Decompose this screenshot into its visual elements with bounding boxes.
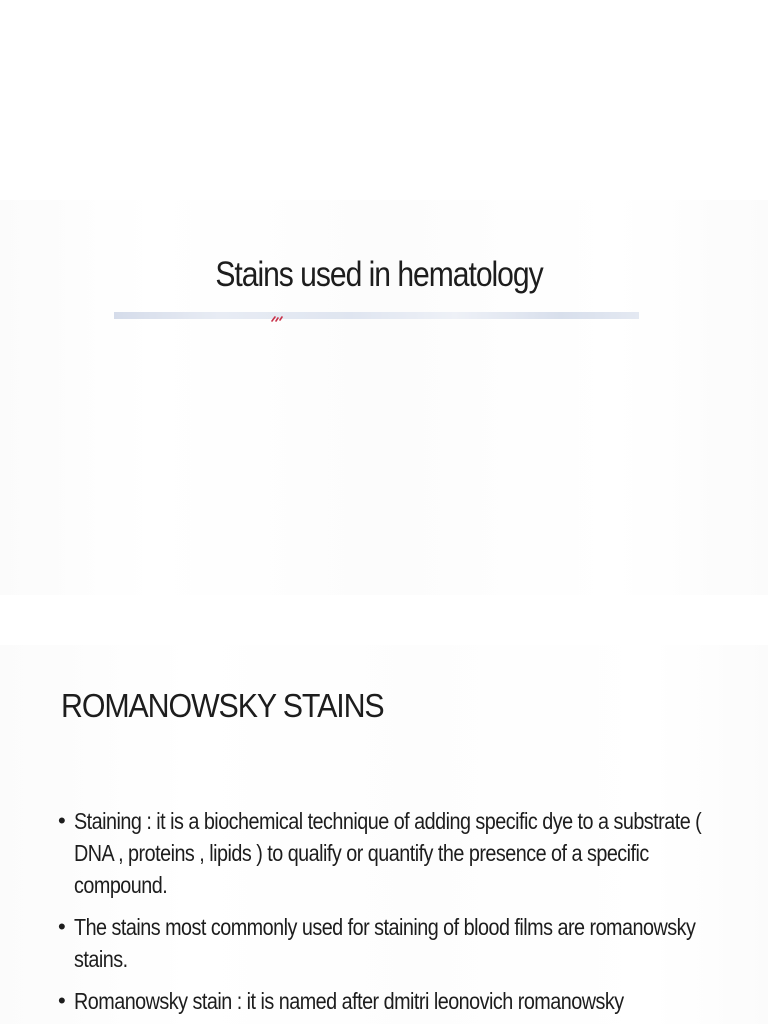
decorative-mark-icon xyxy=(270,316,284,322)
bullet-item xyxy=(58,985,758,1017)
bullet-text: The stains most commonly used for staining of blood films are romanowsky stains. xyxy=(74,914,696,972)
bullet-icon: • xyxy=(58,808,66,833)
slide-title: Stains used in hematology xyxy=(215,255,543,294)
bullet-icon: • xyxy=(58,988,66,1013)
bullet-item xyxy=(58,805,758,901)
title-slide xyxy=(0,200,768,595)
bullet-item xyxy=(58,911,758,975)
title-underline-bar xyxy=(114,312,639,319)
content-slide xyxy=(0,645,768,1024)
bullet-list xyxy=(58,805,758,1024)
slide-heading: ROMANOWSKY STAINS xyxy=(61,687,384,724)
bullet-icon: • xyxy=(58,914,66,939)
bullet-text: Staining : it is a biochemical technique of adding specific dye to a substrate ( DNA , proteins , lipids ) to qualify or quantify the presence of a specific compound. xyxy=(74,808,702,898)
bullet-text: Romanowsky stain : it is named after dmitri leonovich romanowsky xyxy=(74,988,624,1014)
